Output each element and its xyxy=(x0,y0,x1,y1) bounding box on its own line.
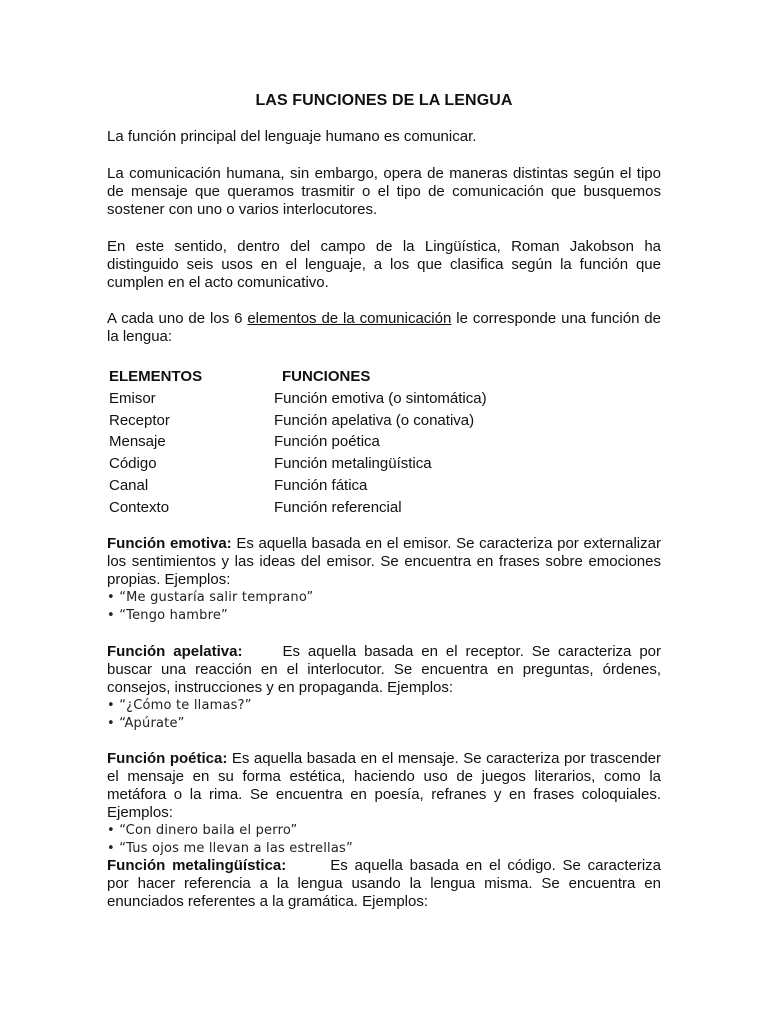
table-cell-function: Función poética xyxy=(274,433,380,451)
table-row xyxy=(109,410,529,432)
table-header-funciones: FUNCIONES xyxy=(282,368,371,385)
intro-p4-after: le corresponde una función de la lengua: xyxy=(107,310,661,345)
intro-paragraph-3: En este sentido, dentro del campo de la Lingüística, Roman Jakobson ha distinguido seis usos en el lenguaje, a los que clasifica según la función que cumplen en el acto comunicativo. xyxy=(107,238,661,291)
section-heading: Función poética: xyxy=(107,750,228,767)
section-poetica xyxy=(107,750,661,858)
table-row xyxy=(109,497,529,519)
section-metalinguistica xyxy=(107,857,661,911)
example-item: • “Me gustaría salir temprano” xyxy=(107,590,314,605)
table-cell-function: Función referencial xyxy=(274,498,402,516)
intro-paragraph-2: La comunicación humana, sin embargo, opera de maneras distintas según el tipo de mensaje que queramos trasmitir o el tipo de comunicación que busquemos sostener con uno o varios interlocutores. xyxy=(107,165,661,218)
intro-paragraph-1: La función principal del lenguaje humano es comunicar. xyxy=(107,128,477,145)
section-apelativa xyxy=(107,643,661,733)
example-item: • “Apúrate” xyxy=(107,716,185,731)
table-cell-element: Receptor xyxy=(109,411,170,429)
intro-paragraph-4 xyxy=(107,310,661,346)
table-cell-element: Canal xyxy=(109,476,149,494)
table-cell-element: Mensaje xyxy=(109,433,166,451)
table-header-row xyxy=(109,366,529,388)
section-heading: Función apelativa: xyxy=(107,643,243,660)
table-cell-function: Función fática xyxy=(274,476,368,494)
elementos-link[interactable]: elementos de la comunicación xyxy=(247,310,452,327)
table-header-elementos: ELEMENTOS xyxy=(109,368,203,385)
section-text: Es aquella basada en el receptor. Se caracteriza por buscar una reacción en el interlocutor. Se encuentra en preguntas, órdenes, consejos, instrucciones y en propaganda. Ejemplos: xyxy=(107,643,661,696)
intro-p4-before: A cada uno de los 6 xyxy=(107,310,248,327)
section-emotiva xyxy=(107,535,661,625)
table-cell-function: Función emotiva (o sintomática) xyxy=(274,389,487,407)
elements-functions-table xyxy=(109,366,529,519)
table-row xyxy=(109,431,529,453)
table-cell-function: Función apelativa (o conativa) xyxy=(274,411,475,429)
example-item: • “Con dinero baila el perro” xyxy=(107,823,298,838)
section-text: Es aquella basada en el mensaje. Se caracteriza por trascender el mensaje en su forma estética, haciendo uso de juegos literarios, como la metáfora o la rima. Se encuentra en poesía, refranes y en frases coloquiales. Ejemplos: xyxy=(107,750,661,821)
table-cell-element: Código xyxy=(109,455,157,473)
example-item: • “Tengo hambre” xyxy=(107,608,228,623)
table-cell-function: Función metalingüística xyxy=(274,455,432,473)
section-heading: Función metalingüística: xyxy=(107,857,287,874)
example-item: • “Tus ojos me llevan a las estrellas” xyxy=(107,841,353,856)
table-row xyxy=(109,475,529,497)
section-text: Es aquella basada en el código. Se caracteriza por hacer referencia a la lengua usando la lengua misma. Se encuentra en enunciados referentes a la gramática. Ejemplos: xyxy=(107,857,661,910)
table-row xyxy=(109,453,529,475)
page-title: LAS FUNCIONES DE LA LENGUA xyxy=(255,92,513,109)
table-row xyxy=(109,388,529,410)
table-cell-element: Emisor xyxy=(109,389,156,407)
table-cell-element: Contexto xyxy=(109,498,170,516)
example-item: • “¿Cómo te llamas?” xyxy=(107,698,252,713)
section-text: Es aquella basada en el emisor. Se caracteriza por externalizar los sentimientos y las ideas del emisor. Se encuentra en frases sobre emociones propias. Ejemplos: xyxy=(107,535,661,588)
section-heading: Función emotiva: xyxy=(107,535,232,552)
